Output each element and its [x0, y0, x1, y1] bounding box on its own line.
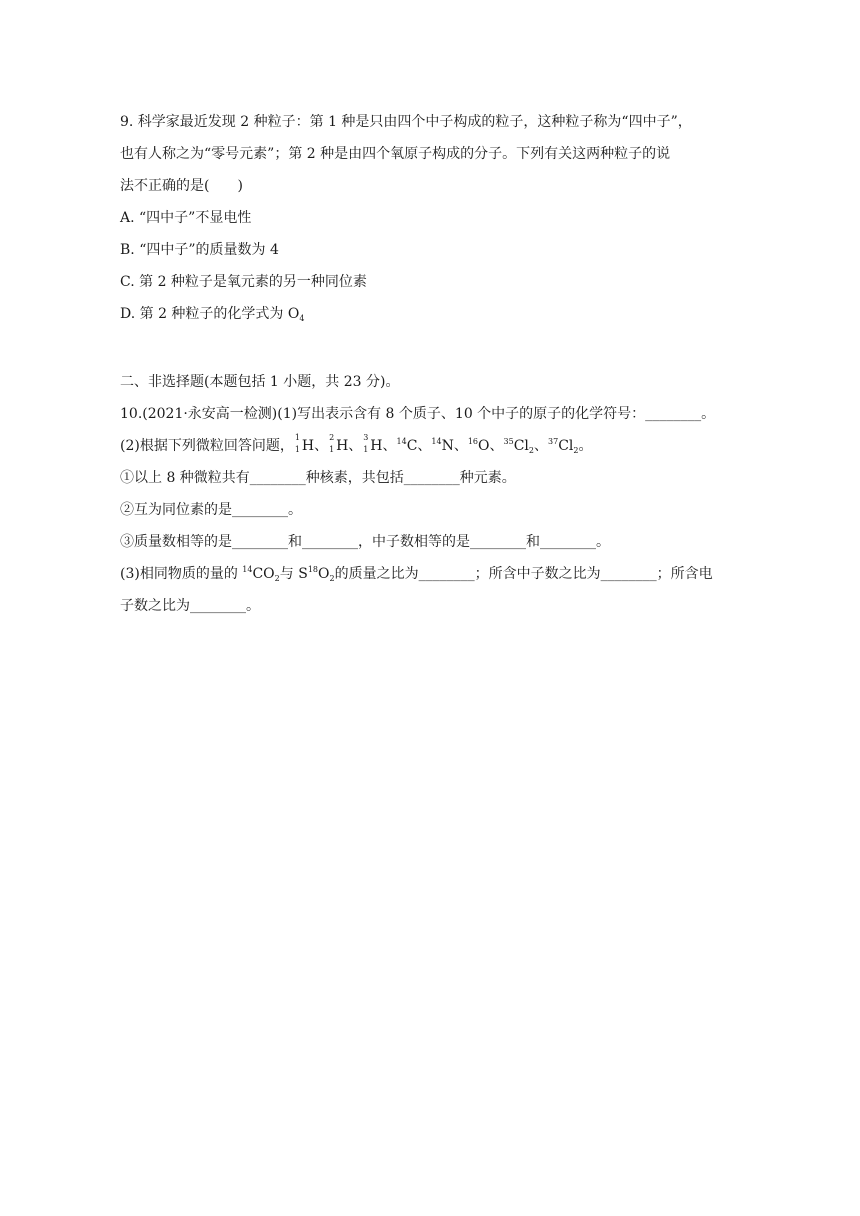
q10-part-3-line-1: (3)相同物质的量的 $^{14}CO_2$与 $S^{18}O_2$的质量之比为________；所含中子数之比为________；所含电	[120, 565, 713, 583]
q10-part-2: (2)根据下列微粒回答问题， 1 1 H、 2 1 H、 3 1 H、$^{14}$C、$^{14}$N、$^{16}$O、$^{35}Cl_2$、$^{37}Cl_2$。	[120, 433, 593, 455]
nuclide-h2: 2 1 H	[329, 433, 349, 454]
q9-option-b: B. “四中子”的质量数为 4	[120, 242, 279, 258]
section-gap	[120, 330, 760, 366]
q10-part-3-line-2: 子数之比为________。	[120, 598, 260, 614]
q10-sub-2: ②互为同位素的是________。	[120, 502, 302, 518]
species-cl35: $^{35}Cl_2$	[503, 437, 534, 455]
q9-option-a: A. “四中子”不显电性	[120, 210, 252, 226]
nuclide-h1: 1 1 H	[294, 433, 315, 454]
q9-stem-line-2: 也有人称之为“零号元素”；第 2 种是由四个氧原子构成的分子。下列有关这两种粒子的说	[120, 146, 671, 162]
q10-part-1: 10.(2021·永安高一检测)(1)写出表示含有 8 个质子、10 个中子的原子的化学符号：________。	[120, 406, 716, 422]
q9-option-d	[120, 298, 760, 330]
q9-option-d-subscript: 4	[299, 314, 305, 323]
q10-sub-3: ③质量数相等的是________和________，中子数相等的是________和________。	[120, 534, 610, 550]
q10-sub-1: ①以上 8 种微粒共有________种核素，共包括________种元素。	[120, 470, 516, 486]
q10-part-2-prefix: (2)根据下列微粒回答问题，	[120, 438, 294, 454]
species-o16: $^{16}$O	[467, 437, 490, 454]
species-c14: $^{14}$C	[396, 437, 418, 454]
species-n14: $^{14}$N	[431, 437, 454, 454]
section-2-heading: 二、非选择题(本题包括 1 小题，共 23 分)。	[120, 374, 400, 390]
q9-option-c: C. 第 2 种粒子是氧元素的另一种同位素	[120, 274, 367, 290]
nuclide-h3: 3 1 H	[363, 433, 383, 454]
q9-stem-line-1: 9. 科学家最近发现 2 种粒子：第 1 种是只由四个中子构成的粒子，这种粒子称为“四中子”，	[120, 114, 692, 130]
q9-option-d-text: D. 第 2 种粒子的化学式为 O	[120, 306, 300, 322]
q9-stem-line-3: 法不正确的是( )	[120, 178, 243, 194]
worksheet-page	[120, 106, 760, 622]
species-cl37: $^{37}Cl_2$	[548, 437, 579, 455]
